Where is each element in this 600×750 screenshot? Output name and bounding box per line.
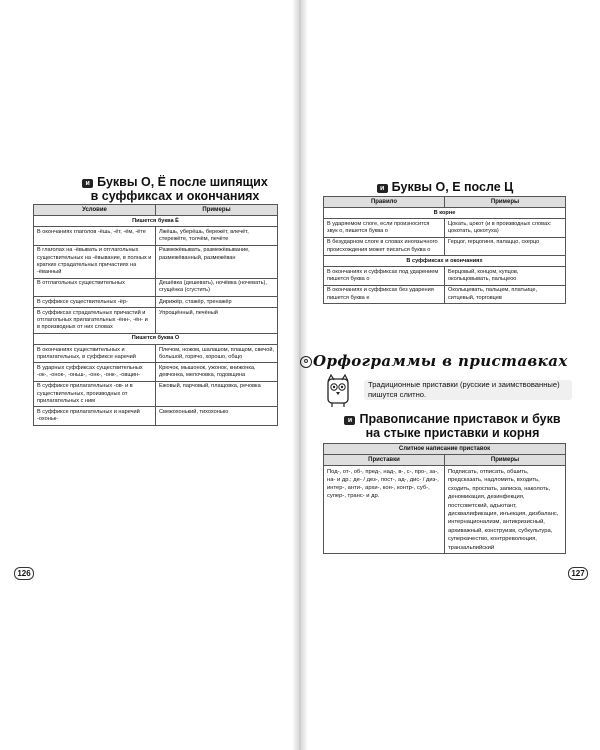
table-row: [34, 245, 278, 278]
table-section-title: В корне: [324, 208, 566, 219]
table-header-col1: Правило: [324, 197, 445, 208]
rule-condition: В ударяемом слоге, если произносится звук о, пишется буква о: [324, 219, 445, 237]
rule-condition: В безударном слоге в словах иноязычного происхождения может писаться буква о: [324, 237, 445, 255]
rule-examples: Размежёвывать, размежёвывание, размежёванный, размежёван: [156, 245, 278, 278]
rule-examples: Дирижёр, стажёр, тренажёр: [156, 297, 278, 308]
table-row: [34, 297, 278, 308]
table-row: [34, 363, 278, 381]
table-row: [34, 308, 278, 334]
table-header-col1: Условие: [34, 205, 156, 216]
rule-examples: Лжёшь, уберёшь, бережёт, влечёт, стережёте, толчём, печёте: [156, 227, 278, 245]
table-row: [34, 381, 278, 407]
rule-condition: В суффиксе существительных -ёр-: [34, 297, 156, 308]
orthogram-icon: о: [300, 356, 312, 368]
table-row: [34, 227, 278, 245]
right-heading-text: Буквы О, Е после Ц: [391, 180, 514, 194]
rule-examples: Крючок, мышонок, ужонок, книжонка, девчонка, мелочовка, годовщина: [156, 363, 278, 381]
prefix-table-col1: Приставки: [324, 455, 445, 466]
prefix-table-caption: Слитное написание приставок: [324, 444, 566, 455]
rule-badge-icon: и: [344, 416, 355, 425]
rule-examples: Свежохонький, тихохонько: [156, 407, 278, 425]
prefix-list: Под-, от-, об-, пред-, над-, в-, с-, про-, за-, на- и др.; де- / дез-, пост-, ад-, дис- / диз-, интер-, анти-, архи-, кон-, контр-, суб-, супер-, транс- и др.: [324, 466, 445, 554]
right-heading2-line1: Правописание приставок и букв: [359, 412, 561, 426]
left-rules-table: [33, 204, 278, 426]
left-heading: [70, 175, 280, 203]
right-heading-2: [340, 412, 565, 440]
right-heading: [345, 180, 545, 194]
table-row: [34, 407, 278, 425]
table-header-col2: Примеры: [445, 197, 566, 208]
rule-condition: В ударных суффиксах существительных -ок-, -онок-, -оньш-, -онк-, -онк-, -овщин-: [34, 363, 156, 381]
rule-examples: Цокать, цокот (и в производных словах: цокотать, цокотуха): [445, 219, 566, 237]
table-row: [34, 278, 278, 296]
owl-mascot-icon: [322, 373, 356, 409]
table-section-title: Пишется буква О: [34, 333, 278, 344]
rule-condition: В суффиксах страдательных причастий и отглагольных прилагательных -ённ-, -ён- и в производных от них словах: [34, 308, 156, 334]
right-rules-table: [323, 196, 566, 304]
rule-examples: Упрощённый, печёный: [156, 308, 278, 334]
rule-badge-icon: и: [82, 179, 93, 188]
rule-condition: В окончаниях и суффиксах под ударением пишется буква о: [324, 267, 445, 285]
right-heading2-line2: на стыке приставки и корня: [365, 426, 540, 440]
prefix-examples: Подписать, отписать, обшить, предсказать, надломить, входить, сходить, проспать, записка, наколоть, деномикация, дезинфекция, постсоветский, адъютант, дисквалификация, инъекция, дизбаланс, интернационализм, антикризисный, архиважный, конструизм, субкультура, суперкачество, контрреволюция, транзальпийский: [445, 466, 566, 554]
rule-condition: В отглагольных существительных: [34, 278, 156, 296]
page-number-right: 127: [568, 567, 588, 580]
table-row: [324, 219, 566, 237]
table-row: [324, 267, 566, 285]
prefix-table: [323, 443, 566, 554]
left-heading-line2: в суффиксах и окончаниях: [90, 189, 260, 203]
rule-condition: В суффиксе прилагательных -ов- и в существительных, производных от прилагательных с ним: [34, 381, 156, 407]
table-section-title: Пишется буква Ё: [34, 216, 278, 227]
page-number-left: 126: [14, 567, 34, 580]
table-header-col2: Примеры: [156, 205, 278, 216]
rule-condition: В окончаниях существительных и прилагательных, в суффиксе наречий: [34, 345, 156, 363]
rule-examples: Дешёвка (дешевать), ночёвка (ночевать), сгущёнка (сгустить): [156, 278, 278, 296]
table-section-title: В суффиксах и окончаниях: [324, 256, 566, 267]
rule-badge-icon: и: [377, 184, 388, 193]
table-row: [324, 237, 566, 255]
rule-condition: В окончаниях и суффиксах без ударения пишется буква е: [324, 285, 445, 303]
table-row: [34, 345, 278, 363]
rule-examples: Ежовый, парчовый, плащовка, речовка: [156, 381, 278, 407]
rule-condition: В окончаниях глаголов -ёшь, -ёт, -ём, -ёте: [34, 227, 156, 245]
rule-examples: Берцовый, концом, купцов, околыцовывать, пальцеоо: [445, 267, 566, 285]
rule-examples: Околыцевать, пальцем, платьице, ситцевый, торговцев: [445, 285, 566, 303]
orthograms-title: Орфограммы в приставках: [313, 352, 568, 370]
left-heading-line1: Буквы О, Ё после шипящих: [97, 175, 268, 189]
prefix-table-col2: Примеры: [445, 455, 566, 466]
rule-examples: Герцог, герцогиня, палаццо, скерцо: [445, 237, 566, 255]
rule-examples: Плечом, ножом, шалашом, плащом, свечой, большой, горячо, хорошо, общо: [156, 345, 278, 363]
prefix-rule-text: Традиционные приставки (русские и заимствованные) пишутся слитно.: [364, 380, 572, 400]
table-row: [324, 285, 566, 303]
rule-condition: В суффиксе прилагательных и наречий -охоньк-: [34, 407, 156, 425]
rule-condition: В глаголах на -ёвывать и отглагольных существительных на -ёвывание, в полных и кратких страдательных причастиях на -ёванный: [34, 245, 156, 278]
